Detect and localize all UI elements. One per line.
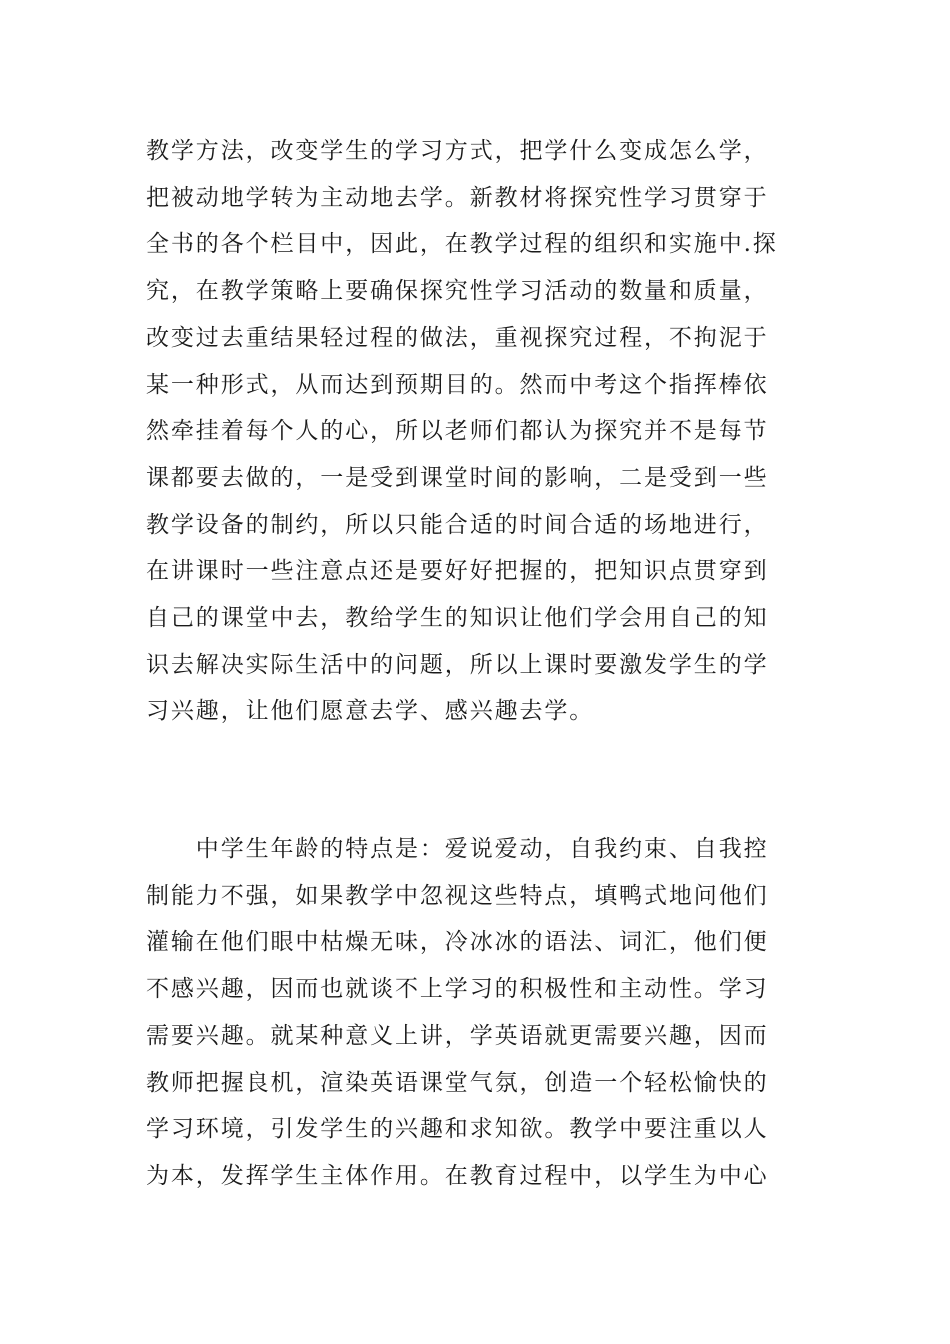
text-line: 中学生年龄的特点是：爱说爱动，自我约束、自我控 <box>146 836 769 862</box>
text-line: 灌输在他们眼中枯燥无味，冷冰冰的语法、词汇，他们便 <box>146 929 769 956</box>
text-line: 制能力不强，如果教学中忽视这些特点，填鸭式地问他们 <box>146 882 769 909</box>
text-line: 在讲课时一些注意点还是要好好把握的，把知识点贯穿到 <box>146 558 769 585</box>
text-line: 究，在教学策略上要确保探究性学习活动的数量和质量， <box>146 278 769 305</box>
text-line: 不感兴趣，因而也就谈不上学习的积极性和主动性。学习 <box>146 976 769 1003</box>
text-line: 把被动地学转为主动地去学。新教材将探究性学习贯穿于 <box>146 184 769 211</box>
paragraph-teaching-methods <box>146 128 806 735</box>
text-line: 然牵挂着每个人的心，所以老师们都认为探究并不是每节 <box>146 418 769 445</box>
paragraph-student-characteristics <box>146 826 806 1200</box>
text-line: 教学方法，改变学生的学习方式，把学什么变成怎么学， <box>146 138 769 164</box>
text-line: 自己的课堂中去，教给学生的知识让他们学会用自己的知 <box>146 605 769 632</box>
text-line: 课都要去做的，一是受到课堂时间的影响，二是受到一些 <box>146 464 769 491</box>
text-line: 识去解决实际生活中的问题，所以上课时要激发学生的学 <box>146 651 769 678</box>
text-line: 教师把握良机，渲染英语课堂气氛，创造一个轻松愉快的 <box>146 1069 769 1096</box>
text-line: 习兴趣，让他们愿意去学、感兴趣去学。 <box>146 698 595 725</box>
text-line: 为本，发挥学生主体作用。在教育过程中，以学生为中心 <box>146 1162 769 1189</box>
text-line: 改变过去重结果轻过程的做法，重视探究过程，不拘泥于 <box>146 324 769 351</box>
text-line: 需要兴趣。就某种意义上讲，学英语就更需要兴趣，因而 <box>146 1022 769 1049</box>
text-line: 全书的各个栏目中，因此，在教学过程的组织和实施中.探 <box>146 231 778 258</box>
text-line: 教学设备的制约，所以只能合适的时间合适的场地进行， <box>146 511 769 538</box>
text-line: 某一种形式，从而达到预期目的。然而中考这个指挥棒依 <box>146 371 769 398</box>
text-line: 学习环境，引发学生的兴趣和求知欲。教学中要注重以人 <box>146 1116 769 1143</box>
